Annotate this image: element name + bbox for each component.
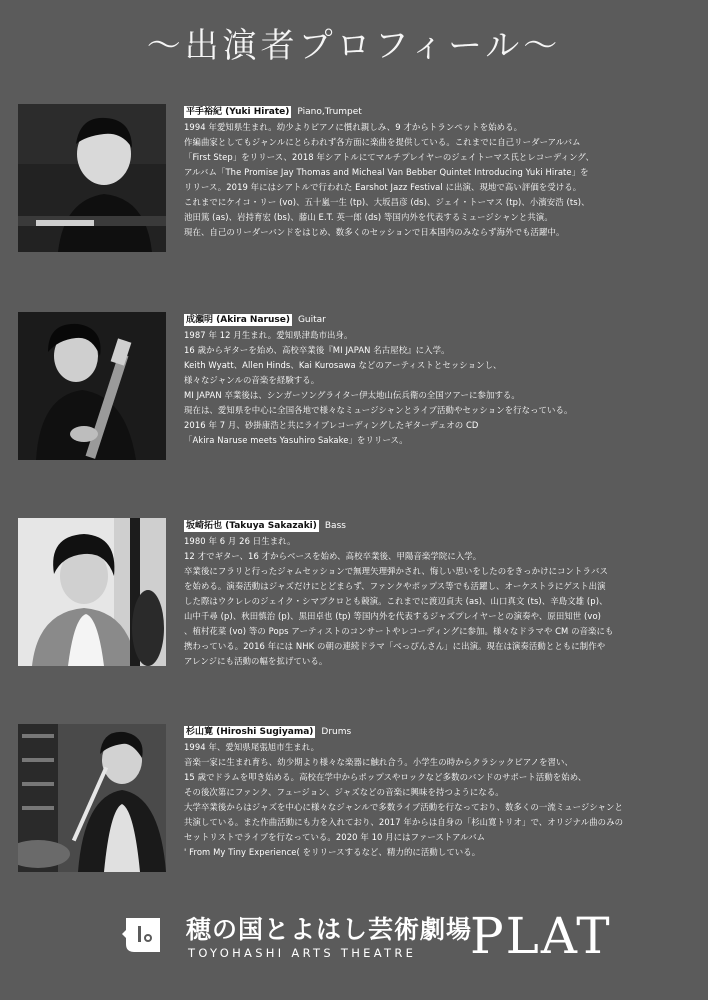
bio-line: 、植村花菜 (vo) 等の Pops アーティストのコンサートやレコーディングに参加。様々なドラマや CM の音楽にも bbox=[184, 626, 614, 636]
performer-photo bbox=[18, 312, 166, 460]
bio-line: セットリストでライブを行なっている。2020 年 10 月にはファーストアルバム bbox=[184, 832, 486, 842]
performer-instrument: Drums bbox=[321, 727, 352, 737]
performer-heading bbox=[184, 724, 690, 740]
bio-line: 現在、自己のリーダーバンドをはじめ、数多くのセッションで日本国内のみならず海外でも活躍中。 bbox=[184, 227, 565, 237]
bio-line: 1994 年、愛知県尾張旭市生まれ。 bbox=[184, 742, 320, 752]
bio-line: 池田篤 (as)、岩持育宏 (bs)、藤山 E.T. 英一郎 (ds) 等国内外を代表するミュージシャンと共演。 bbox=[184, 212, 553, 222]
bio-line: 音楽一家に生まれ育ち、幼少期より様々な楽器に触れ合う。小学生の時からクラシックピアノを習い、 bbox=[184, 757, 574, 767]
bio-line: 山中千尋 (p)、秋田慎治 (p)、黒田卓也 (tp) 等国内外を代表するジャズプレイヤーとの演奏や、原田知世 (vo) bbox=[184, 611, 602, 621]
performer-heading bbox=[184, 518, 690, 534]
performer-photo bbox=[18, 104, 166, 252]
performer-name: 坂崎拓也 (Takuya Sakazaki) bbox=[186, 521, 317, 531]
performer-heading bbox=[184, 312, 690, 328]
bio-line: した際はウクレレのジェイク・シマブクロとも競演。これまでに渡辺貞夫 (as)、山口真文 (ts)、辛島文雄 (p)、 bbox=[184, 596, 608, 606]
performer-photo bbox=[18, 518, 166, 666]
bio-line: 「First Step」をリリース、2018 年シアトルにてマルチプレイヤーのジェイトーマス氏とレコーディング、 bbox=[184, 152, 595, 162]
bio-line: 現在は、愛知県を中心に全国各地で様々なミュージシャンとライブ活動やセッションを行なっている。 bbox=[184, 405, 573, 415]
performer-name: 成瀬明 (Akira Naruse) bbox=[186, 315, 290, 325]
bio-line: 12 才でギター、16 才からベースを始め、高校卒業後、甲陽音楽学院に入学。 bbox=[184, 551, 482, 561]
page-title: 〜出演者プロフィール〜 bbox=[146, 26, 562, 66]
bio-line: を始める。演奏活動はジャズだけにとどまらず、ファンクやポップス等でも活躍し、オーケストラにゲスト出演 bbox=[184, 581, 606, 591]
brand-logo: PLAT bbox=[470, 907, 612, 965]
bio-line: MI JAPAN 卒業後は、シンガーソングライター伊太地山伝兵衛の全国ツアーに参加する。 bbox=[184, 390, 520, 400]
bio-line: 「Akira Naruse meets Yasuhiro Sakake」をリリース。 bbox=[184, 435, 408, 445]
bio-line: 作編曲家としてもジャンルにとらわれず各方面に楽曲を提供している。これまでに自己リーダーアルバム bbox=[184, 137, 581, 147]
performer-instrument: Piano,Trumpet bbox=[297, 107, 362, 117]
bio-line: Keith Wyatt、Allen Hinds、Kai Kurosawa などのアーティストとセッションし、 bbox=[184, 360, 502, 370]
bio-line: 16 歳からギターを始め、高校卒業後『MI JAPAN 名古屋校』に入学。 bbox=[184, 345, 450, 355]
venue-name-en: TOYOHASHI ARTS THEATRE bbox=[188, 946, 417, 960]
performer-name: 杉山寛 (Hiroshi Sugiyama) bbox=[186, 727, 314, 737]
bio-line: アレンジにも活動の幅を拡げている。 bbox=[184, 656, 328, 666]
bio-line: 様々なジャンルの音楽を経験する。 bbox=[184, 375, 320, 385]
theatre-logo-icon bbox=[120, 912, 166, 958]
venue-name-jp: 穂の国とよはし芸術劇場 bbox=[186, 915, 473, 944]
footer bbox=[0, 898, 708, 978]
bio-line: 1980 年 6 月 26 日生まれ。 bbox=[184, 536, 296, 546]
bio-line: 大学卒業後からはジャズを中心に様々なジャンルで多数ライブ活動を行なっており、数多くの一流ミュージシャンと bbox=[184, 802, 623, 812]
bio-line: 1987 年 12 月生まれ。愛知県津島市出身。 bbox=[184, 330, 353, 340]
bio-line: リリース。2019 年にはシアトルで行われた Earshot Jazz Festival に出演、現地で高い評価を受ける。 bbox=[184, 182, 582, 192]
performer-heading bbox=[184, 104, 690, 120]
bio-line: 15 歳でドラムを叩き始める。高校在学中からポップスやロックなど多数のバンドのサポート活動を始め、 bbox=[184, 772, 587, 782]
bio-line: 卒業後にフラリと行ったジャムセッションで無理矢理弾かされ、悔しい思いをしたのをきっかけにコントラバス bbox=[184, 566, 608, 576]
performer-instrument: Guitar bbox=[297, 315, 326, 325]
bio-line: 1994 年愛知県生まれ。幼少よりピアノに慣れ親しみ、9 才からトランペットを始める。 bbox=[184, 122, 523, 132]
bio-line: ' From My Tiny Experience( をリリースするなど、精力的に活動している。 bbox=[184, 847, 481, 857]
performer-photo bbox=[18, 724, 166, 872]
bio-line: 携わっている。2016 年には NHK の朝の連続ドラマ「べっぴんさん」に出演。現在は演奏活動とともに制作や bbox=[184, 641, 606, 651]
bio-line: その後次第にファンク、フュージョン、ジャズなどの音楽に興味を持つようになる。 bbox=[184, 787, 504, 797]
bio-line: 共演している。また作曲活動にも力を入れており、2017 年からは自身の「杉山寛トリオ」で、オリジナル曲のみの bbox=[184, 817, 624, 827]
bio-line: 2016 年 7 月、砂掛康浩と共にライブレコーディングしたギターデュオの CD bbox=[184, 420, 479, 430]
performer-name: 平手裕紀 (Yuki Hirate) bbox=[186, 107, 290, 117]
bio-line: アルバム「The Promise Jay Thomas and Micheal Van Bebber Quintet Introducing Yuki Hirate」を bbox=[184, 167, 589, 177]
performer-instrument: Bass bbox=[324, 521, 346, 531]
bio-line: これまでにケイコ・リー (vo)、五十嵐一生 (tp)、大坂昌彦 (ds)、ジェイ・トーマス (tp)、小濱安浩 (ts)、 bbox=[184, 197, 590, 207]
